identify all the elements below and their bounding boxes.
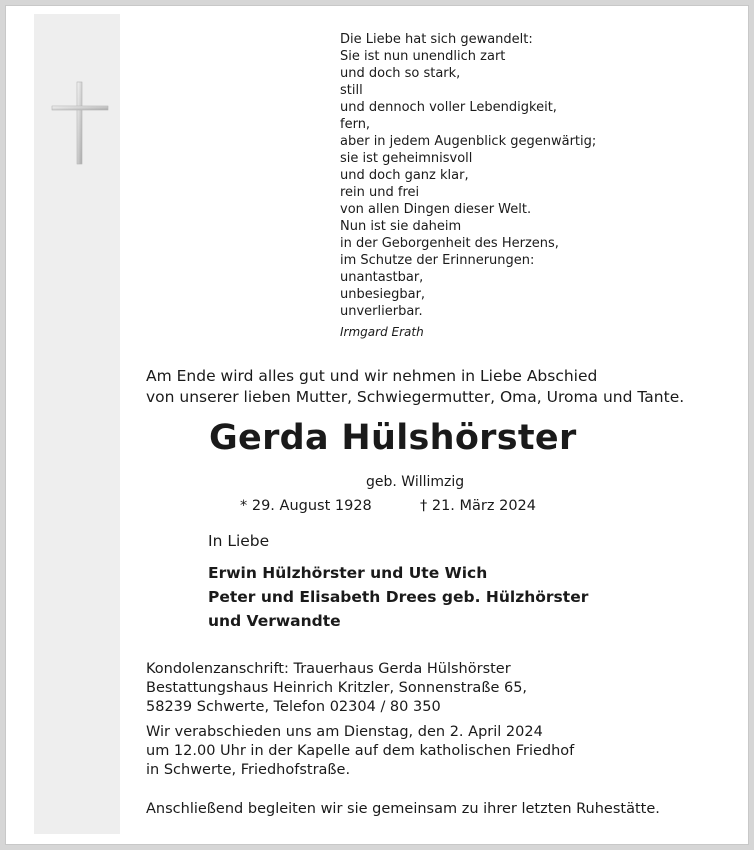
- poem-line: unbesiegbar,: [340, 287, 426, 302]
- service-line-2: um 12.00 Uhr in der Kapelle auf dem katholischen Friedhof: [146, 743, 575, 759]
- life-dates: [240, 498, 537, 514]
- closing-text: Anschließend begleiten wir sie gemeinsam zu ihrer letzten Ruhestätte.: [146, 801, 660, 817]
- maiden-name: geb. Willimzig: [366, 474, 465, 490]
- poem-line: und doch so stark,: [340, 66, 461, 81]
- poem-line: fern,: [340, 117, 371, 132]
- poem-line: und doch ganz klar,: [340, 168, 469, 183]
- poem-line: und dennoch voller Lebendigkeit,: [340, 100, 557, 115]
- poem-line: in der Geborgenheit des Herzens,: [340, 236, 559, 251]
- poem-line: Die Liebe hat sich gewandelt:: [340, 32, 533, 47]
- family-list: [208, 561, 588, 633]
- poem-line: sie ist geheimnisvoll: [340, 151, 473, 166]
- poem-line: still: [340, 83, 363, 98]
- intro-line-2: von unserer lieben Mutter, Schwiegermutter, Oma, Uroma und Tante.: [146, 388, 685, 406]
- death-date: † 21. März 2024: [420, 498, 537, 514]
- poem-line: aber in jedem Augenblick gegenwärtig;: [340, 134, 597, 149]
- poem-line: rein und frei: [340, 185, 420, 200]
- cross-icon: [50, 80, 110, 166]
- poem-author: Irmgard Erath: [340, 325, 424, 339]
- service-line-3: in Schwerte, Friedhofstraße.: [146, 762, 351, 778]
- poem-line: von allen Dingen dieser Welt.: [340, 202, 532, 217]
- family-line-2: Peter und Elisabeth Drees geb. Hülzhörster: [208, 588, 589, 606]
- poem-line: unverlierbar.: [340, 304, 423, 319]
- poem-line: Nun ist sie daheim: [340, 219, 462, 234]
- intro-line-1: Am Ende wird alles gut und wir nehmen in Liebe Abschied: [146, 367, 598, 385]
- family-line-1: Erwin Hülzhörster und Ute Wich: [208, 564, 488, 582]
- condolence-line-1: Kondolenzanschrift: Trauerhaus Gerda Hülshörster: [146, 661, 511, 677]
- condolence-line-2: Bestattungshaus Heinrich Kritzler, Sonnenstraße 65,: [146, 680, 528, 696]
- in-love-text: In Liebe: [208, 532, 270, 550]
- service-line-1: Wir verabschieden uns am Dienstag, den 2. April 2024: [146, 724, 543, 740]
- poem-line: im Schutze der Erinnerungen:: [340, 253, 535, 268]
- poem-line: Sie ist nun unendlich zart: [340, 49, 506, 64]
- poem-line: unantastbar,: [340, 270, 424, 285]
- intro-text: [146, 366, 684, 408]
- service-details: [146, 723, 574, 780]
- poem: [340, 31, 596, 341]
- deceased-name: Gerda Hülshörster: [209, 418, 577, 458]
- birth-date: * 29. August 1928: [240, 498, 372, 514]
- condolence-line-3: 58239 Schwerte, Telefon 02304 / 80 350: [146, 699, 441, 715]
- family-line-3: und Verwandte: [208, 612, 341, 630]
- condolence-address: [146, 660, 527, 717]
